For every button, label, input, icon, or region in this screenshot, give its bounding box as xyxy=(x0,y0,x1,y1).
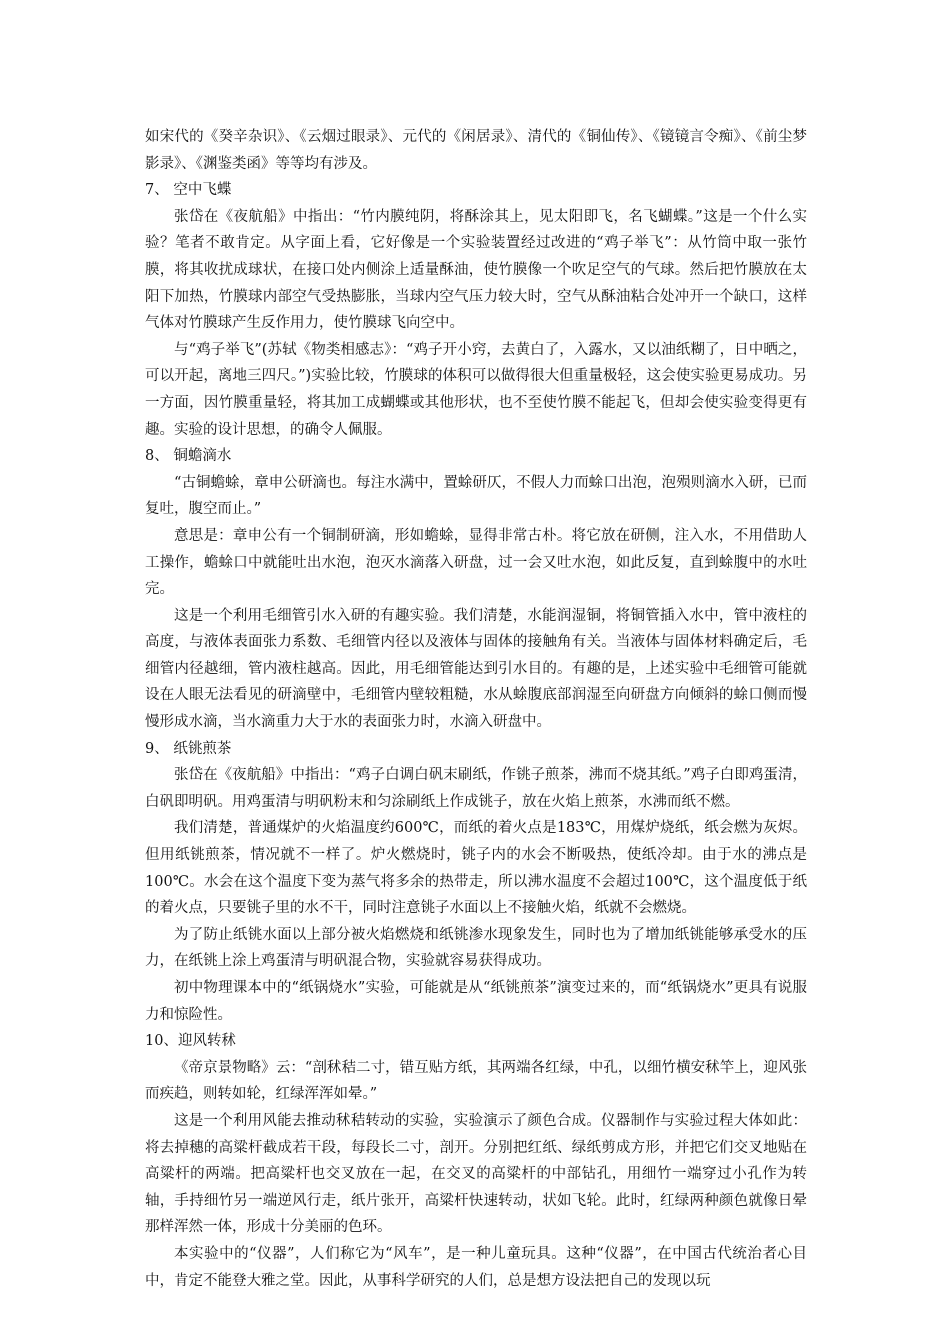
paragraph: “古铜蟾蜍，章申公研滴也。每注水满中，置蜍研仄，不假人力而蜍口出泡，泡殒则滴水入研，已而复吐，腹空而止。” xyxy=(145,474,807,518)
paragraph: 初中物理课本中的“纸锅烧水”实验，可能就是从“纸铫煎茶”演变过来的，而“纸锅烧水”更具有说服力和惊险性。 xyxy=(145,980,807,1023)
paragraph: 本实验中的“仪器”，人们称它为“风车”，是一种儿童玩具。这种“仪器”，在中国古代统治者心目中，肯定不能登大雅之堂。因此，从事科学研究的人们，总是想方设法把自己的发现以玩 xyxy=(145,1245,807,1289)
paragraph: 如宋代的《癸辛杂识》、《云烟过眼录》、元代的《闲居录》、清代的《铜仙传》、《镜镜言令痴》、《前尘梦影录》、《渊鉴类函》等等均有涉及。 xyxy=(145,129,807,172)
paragraph: 意思是：章申公有一个铜制研滴，形如蟾蜍，显得非常古朴。将它放在研侧，注入水，不用借助人工操作，蟾蜍口中就能吐出水泡，泡灭水滴落入研盘，过一会又吐水泡，如此反复，直到蜍腹中的水吐完。 xyxy=(145,527,807,598)
paragraph: 我们清楚，普通煤炉的火焰温度约600℃，而纸的着火点是183℃，用煤炉烧纸，纸会燃为灰烬。但用纸铫煎茶，情况就不一样了。炉火燃烧时，铫子内的水会不断吸热，使纸冷却。由于水的沸点是100℃。水会在这个温度下变为蒸气将多余的热带走，所以沸水温度不会超过100℃，这个温度低于纸的着火点，只要铫子里的水不干，同时注意铫子水面以上不接触火焰，纸就不会燃烧。 xyxy=(145,820,807,917)
paragraph: 这是一个利用毛细管引水入研的有趣实验。我们清楚，水能润湿铜，将铜管插入水中，管中液柱的高度，与液体表面张力系数、毛细管内径以及液体与固体的接触角有关。当液体与固体材料确定后，毛细管内径越细，管内液柱越高。因此，用毛细管能达到引水目的。有趣的是，上述实验中毛细管可能就设在人眼无法看见的研滴壁中，毛细管内壁较粗糙，水从蜍腹底部润湿至向研盘方向倾斜的蜍口侧而慢慢形成水滴，当水滴重力大于水的表面张力时，水滴入研盘中。 xyxy=(145,607,807,731)
paragraph: 为了防止纸铫水面以上部分被火焰燃烧和纸铫渗水现象发生，同时也为了增加纸铫能够承受水的压力，在纸铫上涂上鸡蛋清与明矾混合物，实验就容易获得成功。 xyxy=(145,926,807,970)
paragraph: 与“鸡子举飞”(苏轼《物类相感志》：“鸡子开小窍，去黄白了，入露水，又以油纸糊了，日中晒之，可以开起，离地三四尺。”)实验比较，竹膜球的体积可以做得很大但重量极轻，这会使实验更易成功。另一方面，因竹膜重量轻，将其加工成蝴蝶或其他形状，也不至使竹膜不能起飞，但却会使实验变得更有趣。实验的设计思想，的确令人佩服。 xyxy=(145,341,807,438)
paragraph: 张岱在《夜航船》中指出：“鸡子白调白矾末刷纸，作铫子煎茶，沸而不烧其纸。”鸡子白即鸡蛋清，白矾即明矾。用鸡蛋清与明矾粉末和匀涂刷纸上作成铫子，放在火焰上煎茶，水沸而纸不燃。 xyxy=(145,767,807,810)
paragraph: 《帝京景物略》云：“剖秫秸二寸，错互贴方纸，其两端各红绿，中孔，以细竹横安秫竿上，迎风张而疾趋，则转如轮，红绿浑浑如晕。” xyxy=(145,1059,807,1103)
section-heading: 8、 铜蟾滴水 xyxy=(145,448,232,465)
document-page xyxy=(145,124,807,1294)
paragraph: 张岱在《夜航船》中指出：“竹内膜纯阴，将酥涂其上，见太阳即飞，名飞蝴蝶。”这是一个什么实验？笔者不敢肯定。从字面上看，它好像是一个实验装置经过改进的“鸡子举飞”：从竹筒中取一张竹膜，将其收扰成球状，在接口处内侧涂上适量酥油，使竹膜像一个吹足空气的气球。然后把竹膜放在太阳下加热，竹膜球内部空气受热膨胀，当球内空气压力较大时，空气从酥油粘合处冲开一个缺口，这样气体对竹膜球产生反作用力，使竹膜球飞向空中。 xyxy=(145,208,807,332)
section-heading: 9、 纸铫煎茶 xyxy=(145,740,232,757)
section-heading: 10、迎风转秫 xyxy=(145,1033,236,1050)
paragraph: 这是一个利用风能去推动秫秸转动的实验，实验演示了颜色合成。仪器制作与实验过程大体如此：将去掉穗的高粱杆截成若干段，每段长二寸，剖开。分别把红纸、绿纸剪成方形，并把它们交叉地贴在高粱杆的两端。把高粱杆也交叉放在一起，在交叉的高粱杆的中部钻孔，用细竹一端穿过小孔作为转轴，手持细竹另一端逆风行走，纸片张开，高粱杆快速转动，状如飞轮。此时，红绿两种颜色就像日晕那样浑然一体，形成十分美丽的色环。 xyxy=(145,1112,807,1236)
section-heading: 7、 空中飞蝶 xyxy=(145,182,232,199)
